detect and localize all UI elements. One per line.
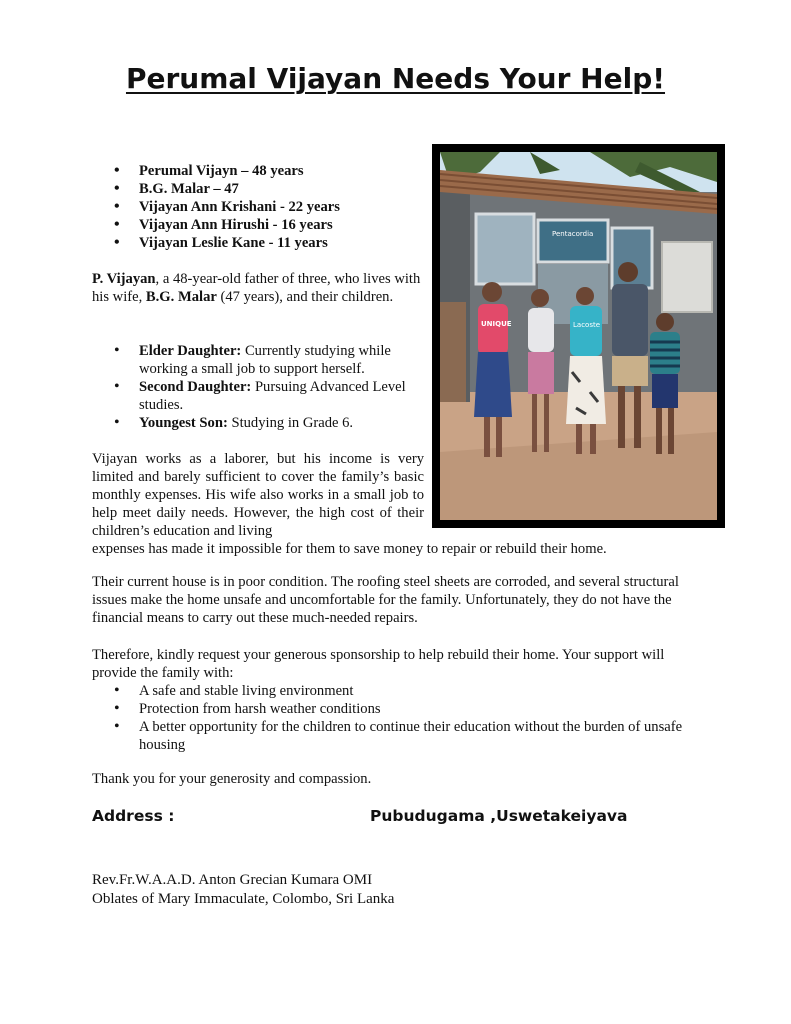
thanks-paragraph: Thank you for your generosity and compassion. [92,771,372,787]
list-item [92,342,422,378]
house-paragraph: Their current house is in poor condition. The roofing steel sheets are corroded, and several structural issues make the home unsafe and uncomfortable for the family. Unfortunately, they do not have the financial means to carry out these much-needed repairs. [92,574,679,626]
child-label: Youngest Son: [139,415,228,431]
address-value: Pubudugama ,Uswetakeiyava [370,807,628,825]
page-title-text: Perumal Vijayan Needs Your Help! [125,62,666,95]
family-photo-frame [432,144,725,528]
notice-board [662,242,712,312]
request-paragraph: Therefore, kindly request your generous sponsorship to help rebuild their home. Your support will provide the family with: [92,647,665,681]
signature-name: Rev.Fr.W.A.A.D. Anton Grecian Kumara OMI [92,872,373,888]
signature-block [92,871,592,909]
signature-organization: Oblates of Mary Immaculate, Colombo, Sri Lanka [92,891,395,907]
intro-text-1: , a 48-year-old father of three, who lives with his wife, [92,271,421,305]
shirt-text: Lacoste [573,321,601,329]
children-list [92,342,422,432]
list-item: • A safe and stable living environment [92,682,712,700]
father-name: P. Vijayan [92,271,156,287]
list-item: • Protection from harsh weather conditions [92,700,712,718]
work-paragraph-tail: expenses has made it impossible for them to save money to repair or rebuild their home. [92,541,607,557]
child-label: Second Daughter: [139,379,252,395]
brick-pillar [440,302,466,402]
child-text: Pursuing Advanced Level studies. [139,379,406,413]
list-item: • Vijayan Leslie Kane - 11 years [92,234,422,252]
list-item: • Vijayan Ann Hirushi - 16 years [92,216,422,234]
shirt-text: UNIQUE [481,320,512,328]
list-item: • Vijayan Ann Krishani - 22 years [92,198,422,216]
child-label: Elder Daughter: [139,343,242,359]
list-item: • B.G. Malar – 47 [92,180,422,198]
shop-sign-text: Pentacordia [552,230,594,238]
window [476,214,534,284]
list-item [92,378,422,414]
list-item: • Perumal Vijayn – 48 years [92,162,422,180]
address-label: Address : [92,807,175,825]
child-text: Currently studying while working a small job to support herself. [139,343,391,377]
wife-name: B.G. Malar [145,289,217,305]
intro-paragraph [92,270,422,306]
intro-text-2: (47 years), and their children. [216,289,394,305]
work-paragraph: Vijayan works as a laborer, but his income is very limited and barely sufficient to cover the family’s basic monthly expenses. His wife also works in a small job to help meet daily needs. However, the high cost of their children’s education and living [92,451,424,539]
family-members-list [92,162,422,252]
child-text: Studying in Grade 6. [227,415,354,431]
family-photo [440,152,717,520]
list-item [92,414,422,432]
page-title [0,62,791,96]
benefits-list [92,682,712,754]
list-item: • A better opportunity for the children to continue their education without the burden of unsafe housing [92,718,712,754]
window [538,220,608,262]
